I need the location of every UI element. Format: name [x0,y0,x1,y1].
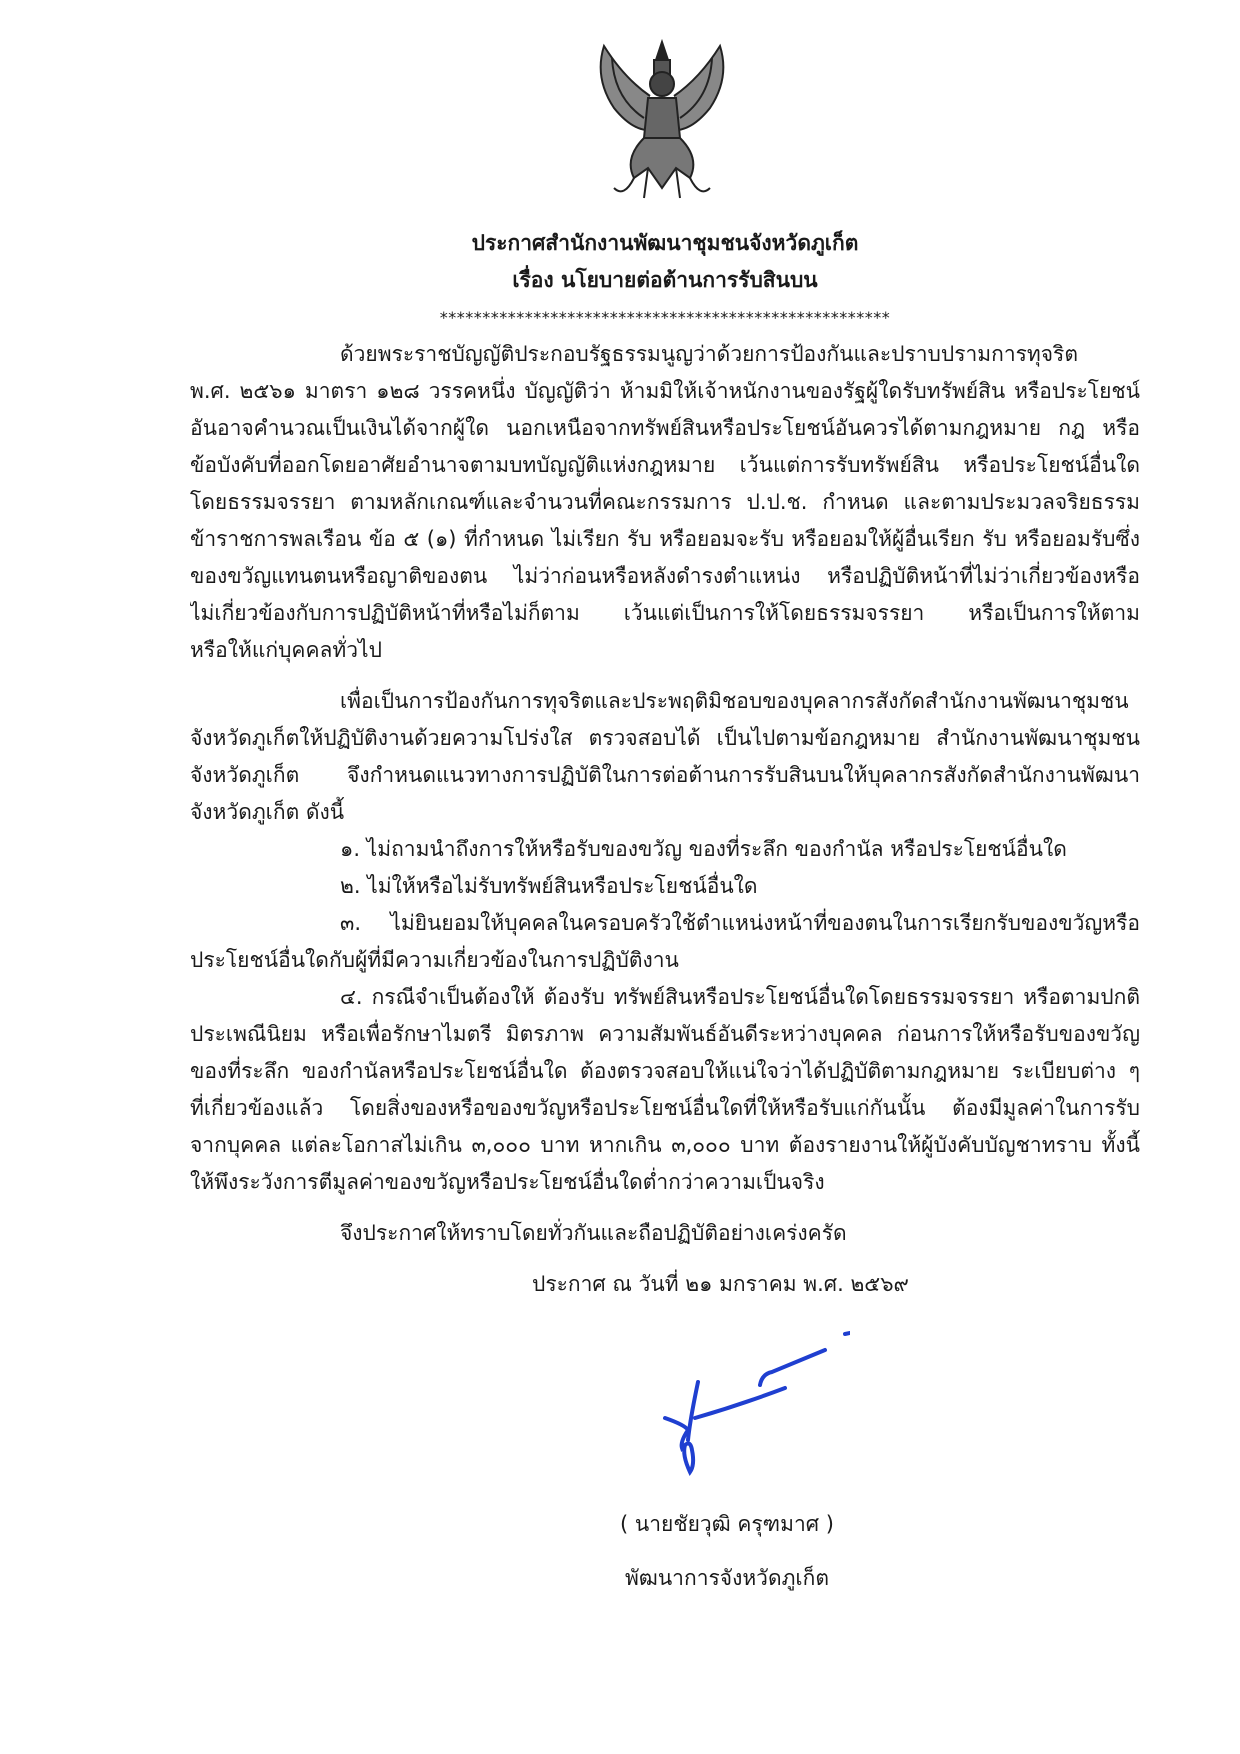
guideline-item-line: ๒. ไม่ให้หรือไม่รับทรัพย์สินหรือประโยชน์อื่นใด [340,874,758,898]
guideline-item-line: ๓. ไม่ยินยอมให้บุคคลในครอบครัวใช้ตำแหน่งหน้าที่ของตนในการเรียกรับของขวัญหรือ [340,911,1140,935]
paragraph-line: จังหวัดภูเก็ต จึงกำหนดแนวทางการปฏิบัติในการต่อต้านการรับสินบนให้บุคลากรสังกัดสำนักงานพัฒนา [190,763,1140,787]
signature [660,1330,850,1480]
guideline-item-line: ของที่ระลึก ของกำนัลหรือประโยชน์อื่นใด ต้องตรวจสอบให้แน่ใจว่าได้ปฏิบัติตามกฎหมาย ระเบียบต่าง ๆ [190,1059,1140,1083]
guideline-item-line: ๑. ไม่ถามนำถึงการให้หรือรับของขวัญ ของที่ระลึก ของกำนัล หรือประโยชน์อื่นใด [340,837,1067,861]
closing-statement: จึงประกาศให้ทราบโดยทั่วกันและถือปฏิบัติอย่างเคร่งครัด [340,1221,847,1245]
announcement-title: ประกาศสำนักงานพัฒนาชุมชนจังหวัดภูเก็ต [471,231,859,255]
announcement-date: ประกาศ ณ วันที่ ๒๑ มกราคม พ.ศ. ๒๕๖๙ [532,1272,909,1296]
garuda-emblem [584,38,740,204]
guideline-item-line: ๔. กรณีจำเป็นต้องให้ ต้องรับ ทรัพย์สินหรือประโยชน์อื่นใดโดยธรรมจรรยา หรือตามปกติ [340,985,1140,1009]
guideline-item-line: ที่เกี่ยวข้องแล้ว โดยสิ่งของหรือของขวัญหรือประโยชน์อื่นใดที่ให้หรือรับแก่กันนั้น ต้องมีมูลค่าในการรับ [190,1096,1140,1120]
paragraph-line: โดยธรรมจรรยา ตามหลักเกณฑ์และจำนวนที่คณะกรรมการ ป.ป.ช. กำหนด และตามประมวลจริยธรรม [190,490,1140,514]
announcement-body [190,225,1140,1303]
paragraph-line: ข้าราชการพลเรือน ข้อ ๕ (๑) ที่กำหนด ไม่เรียก รับ หรือยอมจะรับ หรือยอมให้ผู้อื่นเรียก รับ หรือยอมรับซึ่ง [190,527,1140,551]
guideline-item-line: ประเพณีนิยม หรือเพื่อรักษาไมตรี มิตรภาพ ความสัมพันธ์อันดีระหว่างบุคคล ก่อนการให้หรือรับของขวัญ [190,1022,1140,1046]
guideline-list [190,831,1140,1201]
paragraph-line: หรือให้แก่บุคคลทั่วไป [190,638,382,662]
guideline-item-line: จากบุคคล แต่ละโอกาสไม่เกิน ๓,๐๐๐ บาท หากเกิน ๓,๐๐๐ บาท ต้องรายงานให้ผู้บังคับบัญชาทราบ ทั้งนี้ [190,1133,1140,1157]
guideline-item-line: ประโยชน์อื่นใดกับผู้ที่มีความเกี่ยวข้องในการปฏิบัติงาน [190,948,679,972]
paragraph-line: จังหวัดภูเก็ตให้ปฏิบัติงานด้วยความโปร่งใส ตรวจสอบได้ เป็นไปตามข้อกฎหมาย สำนักงานพัฒนาชุมชน [190,726,1140,750]
separator-stars: ***************************************************** [439,308,891,327]
announcement-subject: เรื่อง นโยบายต่อต้านการรับสินบน [512,268,818,292]
paragraph-line: จังหวัดภูเก็ต ดังนี้ [190,800,345,824]
guideline-item-line: ให้พึงระวังการตีมูลค่าของขวัญหรือประโยชน์อื่นใดต่ำกว่าความเป็นจริง [190,1170,825,1194]
signer-name: ( นายชัยวุฒิ ครุฑมาศ ) [620,1512,834,1536]
paragraph-2 [190,683,1140,831]
paragraph-line: ข้อบังคับที่ออกโดยอาศัยอำนาจตามบทบัญญัติแห่งกฎหมาย เว้นแต่การรับทรัพย์สิน หรือประโยชน์อื่นใด [190,453,1140,477]
paragraph-line: เพื่อเป็นการป้องกันการทุจริตและประพฤติมิชอบของบุคลากรสังกัดสำนักงานพัฒนาชุมชน [340,689,1129,713]
paragraph-line: ด้วยพระราชบัญญัติประกอบรัฐธรรมนูญว่าด้วยการป้องกันและปราบปรามการทุจริต [340,342,1078,366]
paragraph-line: อันอาจคำนวณเป็นเงินได้จากผู้ใด นอกเหนือจากทรัพย์สินหรือประโยชน์อันควรได้ตามกฎหมาย กฎ หรือ [190,416,1140,440]
paragraph-line: ไม่เกี่ยวข้องกับการปฏิบัติหน้าที่หรือไม่ก็ตาม เว้นแต่เป็นการให้โดยธรรมจรรยา หรือเป็นการให้ตาม [190,601,1140,625]
paragraph-1 [190,336,1140,669]
signer-position: พัฒนาการจังหวัดภูเก็ต [625,1566,829,1590]
paragraph-line: พ.ศ. ๒๕๖๑ มาตรา ๑๒๘ วรรคหนึ่ง บัญญัติว่า ห้ามมิให้เจ้าหนักงานของรัฐผู้ใดรับทรัพย์สิน หรือประโยชน์ [190,379,1140,403]
paragraph-line: ของขวัญแทนตนหรือญาติของตน ไม่ว่าก่อนหรือหลังดำรงตำแหน่ง หรือปฏิบัติหน้าที่ไม่ว่าเกี่ยวข้องหรือ [190,564,1140,588]
